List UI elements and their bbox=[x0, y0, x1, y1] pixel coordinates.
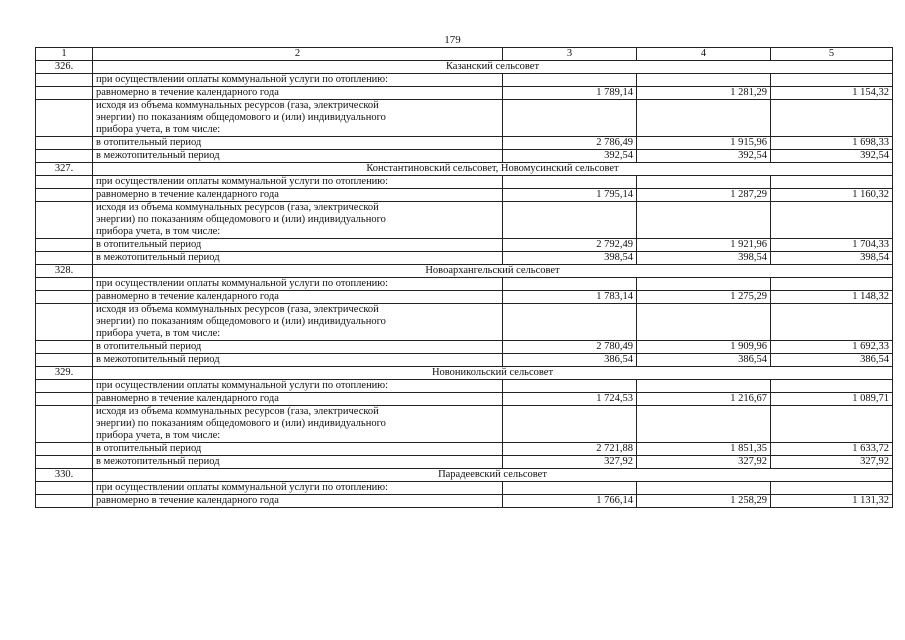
page-number: 179 bbox=[444, 34, 461, 46]
section-code: 326. bbox=[36, 61, 93, 74]
table-row bbox=[36, 137, 893, 150]
value-cell-col3 bbox=[503, 100, 637, 137]
table-row bbox=[36, 406, 893, 443]
row-description bbox=[93, 202, 503, 239]
row-code-cell bbox=[36, 87, 93, 100]
section-name: Новоархангельский сельсовет bbox=[93, 265, 893, 278]
row-code-cell bbox=[36, 252, 93, 265]
row-code-cell bbox=[36, 100, 93, 137]
row-description-text: в межотопительный период bbox=[96, 354, 220, 365]
row-code-cell bbox=[36, 443, 93, 456]
row-description bbox=[93, 482, 503, 495]
section-code: 330. bbox=[36, 469, 93, 482]
row-description bbox=[93, 456, 503, 469]
row-description bbox=[93, 252, 503, 265]
value-cell-col3: 1 783,14 bbox=[503, 291, 637, 304]
table-row bbox=[36, 443, 893, 456]
table-row bbox=[36, 74, 893, 87]
table-row bbox=[36, 341, 893, 354]
row-description-text: исходя из объема коммунальных ресурсов (газа, электрической энергии) по показаниям общедомового и (или) индивидуального прибора учета, в том числе: bbox=[96, 406, 386, 441]
table-row bbox=[36, 176, 893, 189]
table-row bbox=[36, 252, 893, 265]
value-cell-col3: 1 724,53 bbox=[503, 393, 637, 406]
value-cell-col3: 2 786,49 bbox=[503, 137, 637, 150]
column-number-1: 1 bbox=[36, 48, 93, 61]
value-cell-col4: 327,92 bbox=[637, 456, 771, 469]
column-number-2: 2 bbox=[93, 48, 503, 61]
row-description bbox=[93, 189, 503, 202]
value-cell-col3: 2 780,49 bbox=[503, 341, 637, 354]
row-description-text: в межотопительный период bbox=[96, 150, 220, 161]
value-cell-col5 bbox=[771, 202, 893, 239]
row-description-text: при осуществлении оплаты коммунальной услуги по отоплению: bbox=[96, 380, 389, 391]
value-cell-col3 bbox=[503, 406, 637, 443]
row-code-cell bbox=[36, 456, 93, 469]
row-description-text: при осуществлении оплаты коммунальной услуги по отоплению: bbox=[96, 482, 389, 493]
row-code-cell bbox=[36, 278, 93, 291]
column-number-row bbox=[36, 48, 893, 61]
section-name: Казанский сельсовет bbox=[93, 61, 893, 74]
value-cell-col5: 327,92 bbox=[771, 456, 893, 469]
row-description bbox=[93, 406, 503, 443]
table-row bbox=[36, 239, 893, 252]
value-cell-col4: 1 915,96 bbox=[637, 137, 771, 150]
table-row bbox=[36, 278, 893, 291]
table-row bbox=[36, 100, 893, 137]
value-cell-col3: 327,92 bbox=[503, 456, 637, 469]
value-cell-col4 bbox=[637, 202, 771, 239]
row-code-cell bbox=[36, 137, 93, 150]
value-cell-col3: 392,54 bbox=[503, 150, 637, 163]
row-description bbox=[93, 354, 503, 367]
row-code-cell bbox=[36, 176, 93, 189]
row-code-cell bbox=[36, 304, 93, 341]
value-cell-col4 bbox=[637, 100, 771, 137]
section-header-row bbox=[36, 469, 893, 482]
row-description bbox=[93, 341, 503, 354]
value-cell-col3: 1 766,14 bbox=[503, 495, 637, 508]
value-cell-col5 bbox=[771, 406, 893, 443]
value-cell-col4 bbox=[637, 304, 771, 341]
tariff-table bbox=[35, 47, 893, 508]
value-cell-col4: 1 851,35 bbox=[637, 443, 771, 456]
row-description bbox=[93, 304, 503, 341]
section-code: 329. bbox=[36, 367, 93, 380]
value-cell-col5: 1 154,32 bbox=[771, 87, 893, 100]
row-description bbox=[93, 443, 503, 456]
value-cell-col3: 386,54 bbox=[503, 354, 637, 367]
row-description-text: при осуществлении оплаты коммунальной услуги по отоплению: bbox=[96, 74, 389, 85]
value-cell-col3: 1 795,14 bbox=[503, 189, 637, 202]
row-description-text: в отопительный период bbox=[96, 443, 202, 454]
value-cell-col4: 1 921,96 bbox=[637, 239, 771, 252]
section-code: 327. bbox=[36, 163, 93, 176]
row-description-text: равномерно в течение календарного года bbox=[96, 495, 279, 506]
value-cell-col4: 1 275,29 bbox=[637, 291, 771, 304]
row-code-cell bbox=[36, 291, 93, 304]
table-row bbox=[36, 304, 893, 341]
section-header-row bbox=[36, 367, 893, 380]
row-description bbox=[93, 176, 503, 189]
value-cell-col4: 392,54 bbox=[637, 150, 771, 163]
row-code-cell bbox=[36, 239, 93, 252]
row-description-text: при осуществлении оплаты коммунальной услуги по отоплению: bbox=[96, 278, 389, 289]
row-description bbox=[93, 495, 503, 508]
column-number-3: 3 bbox=[503, 48, 637, 61]
row-code-cell bbox=[36, 495, 93, 508]
row-description bbox=[93, 380, 503, 393]
section-header-row bbox=[36, 61, 893, 74]
value-cell-col3 bbox=[503, 202, 637, 239]
value-cell-col4: 1 281,29 bbox=[637, 87, 771, 100]
value-cell-col4: 386,54 bbox=[637, 354, 771, 367]
value-cell-col3: 398,54 bbox=[503, 252, 637, 265]
section-name: Новоникольский сельсовет bbox=[93, 367, 893, 380]
row-description bbox=[93, 278, 503, 291]
column-number-4: 4 bbox=[637, 48, 771, 61]
table-row bbox=[36, 354, 893, 367]
value-cell-col5 bbox=[771, 304, 893, 341]
row-description-text: исходя из объема коммунальных ресурсов (газа, электрической энергии) по показаниям общедомового и (или) индивидуального прибора учета, в том числе: bbox=[96, 100, 386, 135]
table-row bbox=[36, 189, 893, 202]
value-cell-col5: 392,54 bbox=[771, 150, 893, 163]
table-row bbox=[36, 482, 893, 495]
section-name: Парадеевский сельсовет bbox=[93, 469, 893, 482]
value-cell-col5 bbox=[771, 74, 893, 87]
row-code-cell bbox=[36, 380, 93, 393]
row-description-text: в межотопительный период bbox=[96, 252, 220, 263]
value-cell-col5 bbox=[771, 482, 893, 495]
row-code-cell bbox=[36, 393, 93, 406]
value-cell-col5: 1 131,32 bbox=[771, 495, 893, 508]
table-row bbox=[36, 87, 893, 100]
value-cell-col3: 2 721,88 bbox=[503, 443, 637, 456]
row-description bbox=[93, 393, 503, 406]
row-code-cell bbox=[36, 482, 93, 495]
value-cell-col5: 1 089,71 bbox=[771, 393, 893, 406]
table-row bbox=[36, 456, 893, 469]
value-cell-col5: 1 704,33 bbox=[771, 239, 893, 252]
value-cell-col4 bbox=[637, 176, 771, 189]
row-description-text: в отопительный период bbox=[96, 341, 202, 352]
table-row bbox=[36, 393, 893, 406]
value-cell-col4: 398,54 bbox=[637, 252, 771, 265]
row-code-cell bbox=[36, 189, 93, 202]
row-code-cell bbox=[36, 150, 93, 163]
row-description bbox=[93, 239, 503, 252]
table-row bbox=[36, 150, 893, 163]
row-code-cell bbox=[36, 202, 93, 239]
row-description-text: равномерно в течение календарного года bbox=[96, 291, 279, 302]
value-cell-col4 bbox=[637, 380, 771, 393]
value-cell-col5: 1 633,72 bbox=[771, 443, 893, 456]
value-cell-col5 bbox=[771, 380, 893, 393]
row-description bbox=[93, 137, 503, 150]
value-cell-col5: 398,54 bbox=[771, 252, 893, 265]
value-cell-col3 bbox=[503, 304, 637, 341]
value-cell-col5: 1 692,33 bbox=[771, 341, 893, 354]
value-cell-col5 bbox=[771, 100, 893, 137]
value-cell-col3 bbox=[503, 176, 637, 189]
value-cell-col5: 1 698,33 bbox=[771, 137, 893, 150]
row-code-cell bbox=[36, 74, 93, 87]
value-cell-col4 bbox=[637, 74, 771, 87]
section-name: Константиновский сельсовет, Новомусинский сельсовет bbox=[93, 163, 893, 176]
value-cell-col5: 1 148,32 bbox=[771, 291, 893, 304]
value-cell-col3: 2 792,49 bbox=[503, 239, 637, 252]
row-description-text: исходя из объема коммунальных ресурсов (газа, электрической энергии) по показаниям общедомового и (или) индивидуального прибора учета, в том числе: bbox=[96, 202, 386, 237]
table-row bbox=[36, 380, 893, 393]
row-description bbox=[93, 87, 503, 100]
value-cell-col4 bbox=[637, 278, 771, 291]
table-row bbox=[36, 495, 893, 508]
value-cell-col4: 1 216,67 bbox=[637, 393, 771, 406]
row-description bbox=[93, 150, 503, 163]
row-description-text: при осуществлении оплаты коммунальной услуги по отоплению: bbox=[96, 176, 389, 187]
row-description-text: в отопительный период bbox=[96, 137, 202, 148]
row-code-cell bbox=[36, 354, 93, 367]
table-row bbox=[36, 291, 893, 304]
row-description-text: исходя из объема коммунальных ресурсов (газа, электрической энергии) по показаниям общедомового и (или) индивидуального прибора учета, в том числе: bbox=[96, 304, 386, 339]
row-description bbox=[93, 74, 503, 87]
row-code-cell bbox=[36, 341, 93, 354]
value-cell-col5 bbox=[771, 176, 893, 189]
section-header-row bbox=[36, 265, 893, 278]
section-code: 328. bbox=[36, 265, 93, 278]
value-cell-col5 bbox=[771, 278, 893, 291]
value-cell-col3: 1 789,14 bbox=[503, 87, 637, 100]
value-cell-col4 bbox=[637, 406, 771, 443]
value-cell-col4: 1 258,29 bbox=[637, 495, 771, 508]
column-number-5: 5 bbox=[771, 48, 893, 61]
section-header-row bbox=[36, 163, 893, 176]
row-description-text: в отопительный период bbox=[96, 239, 202, 250]
value-cell-col4: 1 909,96 bbox=[637, 341, 771, 354]
row-description bbox=[93, 100, 503, 137]
row-code-cell bbox=[36, 406, 93, 443]
table-body bbox=[36, 48, 893, 508]
value-cell-col4: 1 287,29 bbox=[637, 189, 771, 202]
row-description-text: равномерно в течение календарного года bbox=[96, 87, 279, 98]
value-cell-col3 bbox=[503, 482, 637, 495]
value-cell-col5: 386,54 bbox=[771, 354, 893, 367]
value-cell-col3 bbox=[503, 380, 637, 393]
value-cell-col3 bbox=[503, 278, 637, 291]
row-description-text: равномерно в течение календарного года bbox=[96, 189, 279, 200]
row-description bbox=[93, 291, 503, 304]
value-cell-col4 bbox=[637, 482, 771, 495]
value-cell-col3 bbox=[503, 74, 637, 87]
table-row bbox=[36, 202, 893, 239]
row-description-text: равномерно в течение календарного года bbox=[96, 393, 279, 404]
value-cell-col5: 1 160,32 bbox=[771, 189, 893, 202]
row-description-text: в межотопительный период bbox=[96, 456, 220, 467]
